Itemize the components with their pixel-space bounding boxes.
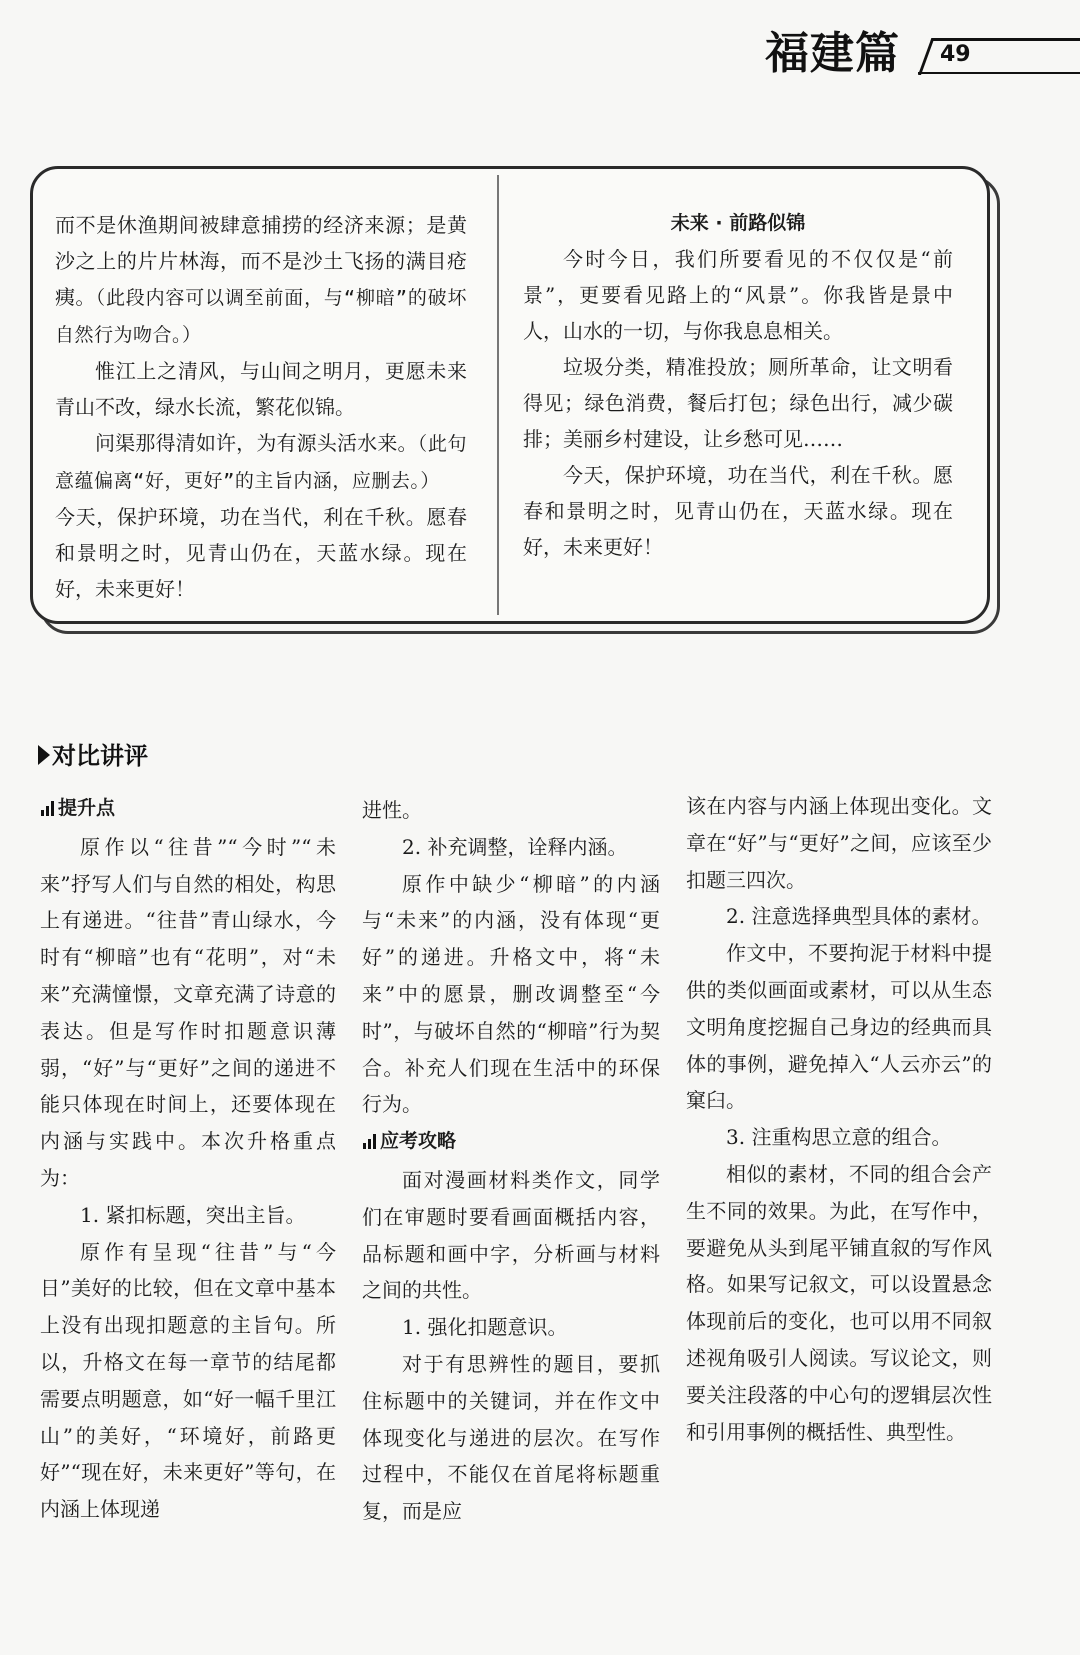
paragraph: 1. 紧扣标题，突出主旨。 <box>80 1202 306 1227</box>
box-right-title: 未来 · 前路似锦 <box>670 212 806 234</box>
subheading-improvements-text: 提升点 <box>58 797 116 819</box>
paragraph: 2. 补充调整，诠释内涵。 <box>402 834 628 859</box>
essay-text: 惟江上之清风，与山间之明月，更愿未来青山不改，绿水长流，繁花似锦。 <box>55 359 467 419</box>
column-3 <box>686 788 992 1450</box>
section-header-title: 福建篇 <box>765 28 900 79</box>
subheading-exam-strategy <box>362 1123 660 1162</box>
paragraph: 2. 注意选择典型具体的素材。 <box>726 904 992 929</box>
paragraph: 对于有思辨性的题目，要抓住标题中的关键词，并在作文中体现变化与递进的层次。在写作过程中，不能仅在首尾将标题重复，而是应 <box>362 1351 660 1524</box>
teacher-comment: （此句意蕴偏离“好，更好”的主旨内涵，应删去。） <box>55 433 467 492</box>
essay-text: 今天，保护环境，功在当代，利在千秋。愿春和景明之时，见青山仍在，天蓝水绿。现在好，未来更好！ <box>55 505 467 601</box>
subheading-exam-strategy-text: 应考攻略 <box>380 1130 457 1153</box>
paragraph <box>55 353 467 425</box>
column-1 <box>40 790 336 1528</box>
box-left-column <box>55 207 467 607</box>
box-divider <box>497 175 499 615</box>
teacher-comment: （此段内容可以调至前面，与“柳暗”的破坏自然行为吻合。） <box>55 287 467 346</box>
box-right-column <box>523 205 953 565</box>
column-2 <box>362 792 660 1530</box>
paragraph: 1. 强化扣题意识。 <box>402 1315 568 1340</box>
header-rule <box>918 72 1080 74</box>
section-title-text: 对比讲评 <box>52 742 148 770</box>
paragraph <box>55 425 467 499</box>
essay-text: 问渠那得清如许，为有源头活水来。 <box>95 431 418 455</box>
paragraph: 进性。 <box>362 798 422 822</box>
paragraph: 3. 注重构思立意的组合。 <box>726 1125 952 1150</box>
paragraph: 该在内容与内涵上体现出变化。文章在“好”与“更好”之间，应该至少扣题三四次。 <box>686 794 992 892</box>
paragraph <box>55 207 467 353</box>
paragraph: 原作以“往昔”“今时”“未来”抒写人们与自然的相处，构思上有递进。“往昔”青山绿水，今时有“柳暗”也有“花明”，对“未来”充满憧憬，文章充满了诗意的表达。但是写作时扣题意识薄弱，“好”与“更好”之间的递进不能只体现在时间上，还要体现在内涵与实践中。本次升格重点为： <box>40 834 336 1190</box>
paragraph: 垃圾分类，精准投放；厕所革命，让文明看得见；绿色消费，餐后打包；绿色出行，减少碳排；美丽乡村建设，让乡愁可见…… <box>523 355 953 451</box>
signal-bars-icon <box>362 1125 378 1162</box>
paragraph: 面对漫画材料类作文，同学们在审题时要看画面概括内容，品标题和画中字，分析画与材料之间的共性。 <box>362 1167 660 1303</box>
subheading-improvements <box>40 790 336 829</box>
paragraph: 今天，保护环境，功在当代，利在千秋。愿春和景明之时，见青山仍在，天蓝水绿。现在好，未来更好！ <box>523 463 953 559</box>
paragraph <box>55 499 467 607</box>
revision-box <box>30 166 990 624</box>
triangle-icon <box>38 739 50 775</box>
section-title <box>38 738 148 775</box>
paragraph: 原作中缺少“柳暗”的内涵与“未来”的内涵，没有体现“更好”的递进。升格文中，将“未来”中的愿景，删改调整至“今时”，与破坏自然的“柳暗”行为契合。补充人们现在生活中的环保行为。 <box>362 871 660 1117</box>
paragraph: 原作有呈现“往昔”与“今日”美好的比较，但在文章中基本上没有出现扣题意的主旨句。所以，升格文在每一章节的结尾都需要点明题意，如“好一幅千里江山”的美好，“环境好，前路更好”“现在好，未来更好”等句，在内涵上体现递 <box>40 1239 336 1522</box>
paragraph: 今时今日，我们所要看见的不仅仅是“前景”，更要看见路上的“风景”。你我皆是景中人，山水的一切，与你我息息相关。 <box>523 247 953 343</box>
paragraph: 相似的素材，不同的组合会产生不同的效果。为此，在写作中，要避免从头到尾平铺直叙的写作风格。如果写记叙文，可以设置悬念体现前后的变化，也可以用不同叙述视角吸引人阅读。写议论文，则要关注段落的中心句的逻辑层次性和引用事例的概括性、典型性。 <box>686 1161 992 1444</box>
essay-text: 而不是休渔期间被肆意捕捞的经济来源；是黄沙之上的片片林海，而不是沙土飞扬的满目疮痍。 <box>55 213 467 309</box>
paragraph: 作文中，不要拘泥于材料中提供的类似画面或素材，可以从生态文明角度挖掘自己身边的经典而具体的事例，避免掉入“人云亦云”的窠臼。 <box>686 941 992 1113</box>
signal-bars-icon <box>40 792 56 829</box>
page-number: 49 <box>940 42 971 67</box>
